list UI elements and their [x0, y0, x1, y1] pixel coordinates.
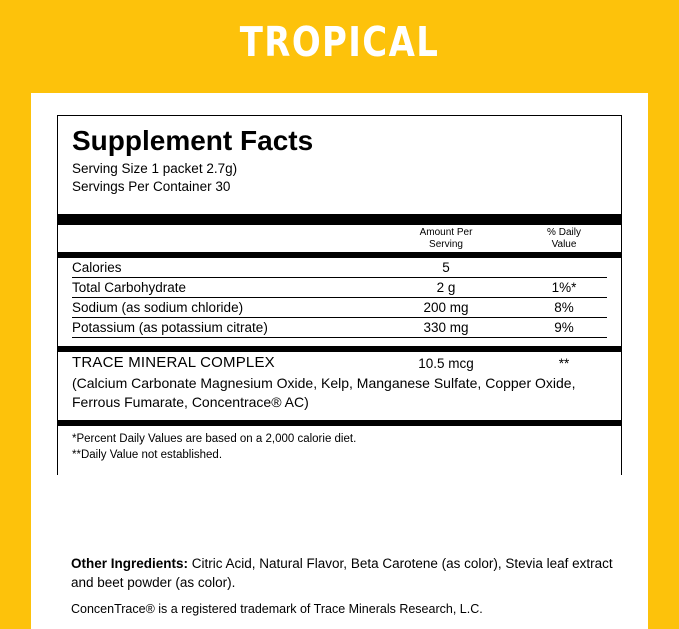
supplement-facts-heading: Supplement Facts [72, 125, 314, 156]
heading-spacer [72, 196, 607, 208]
header-amount-line2: Serving [429, 238, 463, 250]
nutrient-name: Calories [72, 258, 371, 278]
serving-size: Serving Size 1 packet 2.7g) [72, 160, 238, 176]
page-title: TROPICAL [239, 18, 440, 66]
trademark-notice: ConcenTrace® is a registered trademark of Trace Minerals Research, L.C. [71, 602, 483, 617]
other-ingredients [71, 555, 621, 592]
complex-dv: ** [558, 356, 570, 372]
footnote-percent-dv: *Percent Daily Values are based on a 2,000 calorie diet. [72, 433, 357, 446]
header-blank-cell [72, 225, 371, 252]
nutrient-rows-table [72, 258, 607, 338]
label-white-panel [31, 93, 648, 629]
complex-spacer [72, 412, 607, 420]
complex-name: TRACE MINERAL COMPLEX [72, 354, 275, 372]
servings-per-container: Servings Per Container 30 [72, 179, 231, 195]
complex-amount: 10.5 mcg [418, 356, 474, 372]
header-dv-line1: % Daily [547, 227, 581, 239]
footnote-dv-not-established: **Daily Value not established. [72, 449, 223, 462]
nutrient-amount: 5 [371, 258, 521, 278]
table-header-row [72, 225, 607, 252]
complex-ingredients: (Calcium Carbonate Magnesium Oxide, Kelp, Manganese Sulfate, Copper Oxide, Ferrous Fumarate, Concentrace® AC) [72, 375, 576, 411]
nutrient-name: Potassium (as potassium citrate) [72, 318, 371, 338]
complex-row [72, 352, 607, 373]
nutrient-amount: 200 mg [371, 298, 521, 318]
nutrient-dv [521, 258, 607, 278]
table-row [72, 318, 607, 338]
nutrient-dv: 1%* [521, 278, 607, 298]
nutrient-dv: 9% [521, 318, 607, 338]
footnotes [72, 426, 607, 475]
table-row [72, 258, 607, 278]
header-daily-value [521, 225, 607, 252]
nutrient-name: Sodium (as sodium chloride) [72, 298, 371, 318]
other-ingredients-block [71, 555, 621, 619]
supplement-facts-panel [57, 115, 622, 475]
header-amount-line1: Amount Per [419, 227, 473, 239]
nutrient-amount: 330 mg [371, 318, 521, 338]
other-ingredients-text: Citric Acid, Natural Flavor, Beta Carotene (as color), Stevia leaf extract and beet powder (as color). [71, 556, 613, 590]
header-dv-line2: Value [551, 238, 577, 250]
nutrition-table [72, 225, 607, 252]
trace-mineral-complex-table [72, 352, 607, 373]
nutrient-name: Total Carbohydrate [72, 278, 371, 298]
table-row [72, 278, 607, 298]
header-amount-per-serving [371, 225, 521, 252]
nutrient-dv: 8% [521, 298, 607, 318]
table-row [72, 298, 607, 318]
divider-thick-top [58, 214, 621, 225]
other-ingredients-label: Other Ingredients: [71, 556, 189, 571]
nutrient-amount: 2 g [371, 278, 521, 298]
